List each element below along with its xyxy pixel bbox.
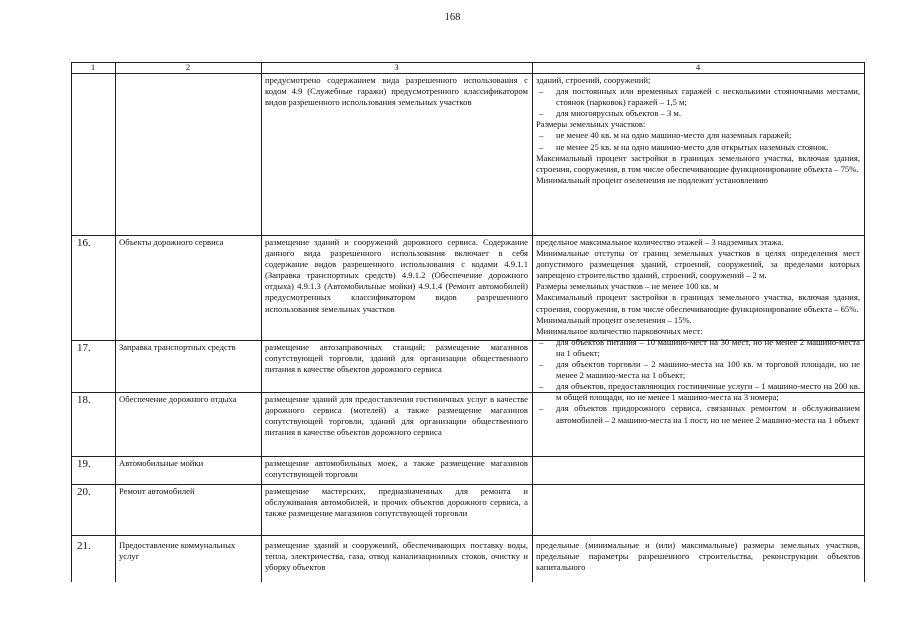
- row-name: Ремонт автомобилей: [119, 486, 195, 496]
- row-desc: размещение мастерских, предназначенных для ремонта и обслуживания автомобилей, и прочих объектов дорожного сервиса, а также размещение магазинов сопутствующей торговли: [265, 486, 528, 519]
- row-number: 20.: [77, 486, 91, 498]
- row-name: Предоставление коммунальных услуг: [119, 540, 236, 562]
- list-item: – для объектов торговли – 2 машино-места на 100 кв. м торговой площади, но не менее 2 машино-места на 1 объект;: [536, 359, 860, 381]
- row-number: 19.: [77, 458, 91, 470]
- list-item: – для постоянных или временных гаражей с несколькими стояночными местами, стоянок (парковок) гаражей – 1,5 м;: [536, 86, 860, 108]
- parking-title: Минимальное количество парковочных мест:: [536, 325, 703, 336]
- regulation-table: [71, 62, 865, 582]
- floors-limit: предельное максимальное количество этажей – 3 надземных этажа.: [536, 237, 784, 247]
- header-col-1: 1: [90, 62, 96, 72]
- row-number: 17.: [77, 342, 91, 354]
- row-desc: размещение автозаправочных станций; размещение магазинов сопутствующей торговли, зданий для организации общественного питания в качестве объектов дорожного сервиса: [265, 342, 528, 375]
- plot-size: Размеры земельных участков – не менее 100 кв. м: [536, 281, 719, 292]
- list-item: – для объектов придорожного сервиса, связанных ремонтом и обслуживанием автомобилей – 2 машино-места на 1 пост, но не менее 2 машино-места на 1 объект: [536, 403, 860, 425]
- list-item: – для многоярусных объектов – 3 м.: [536, 108, 860, 119]
- cont-desc: предусмотрено содержанием вида разрешенного использования с кодом 4.9 (Служебные гаражи) предусмотренного классификатором видов разрешенного использования земельных участков: [265, 75, 528, 108]
- row-name: Заправка транспортных средств: [119, 342, 236, 352]
- cont-green: Минимальный процент озеленения не подлежит установлению: [536, 174, 768, 185]
- row-number: 21.: [77, 540, 91, 552]
- green-share: Минимальный процент озеленения – 15%.: [536, 314, 692, 325]
- cont-sizes-title: Размеры земельных участков:: [536, 119, 646, 130]
- row-desc: размещение зданий и сооружений дорожного сервиса. Содержание данного вида разрешенного использования включает в себя содержание видов разрешенного использования с кодами 4.9.1.1 (Заправка транспортных средств) 4.9.1.2 (Обеспечение дорожного отдыха) 4.9.1.3 (Автомобильные мойки) 4.9.1.4 (Ремонт автомобилей) предусмотренных классификатором видов разрешенного использования земельных участков: [265, 237, 528, 314]
- list-item: – не менее 40 кв. м на одно машино-место для наземных гаражей;: [536, 130, 860, 141]
- cont-params: [536, 75, 860, 186]
- page-number: 168: [444, 12, 461, 23]
- list-item: – не менее 25 кв. м на одно машино-место для открытых наземных стоянок.: [536, 142, 860, 153]
- coverage: Максимальный процент застройки в границах земельного участка, включая здания, строения, сооружения, в том числе обеспечивающие функционирование объекта – 65%.: [536, 292, 860, 314]
- row-name: Обеспечение дорожного отдыха: [119, 394, 237, 404]
- group-params: [536, 237, 860, 426]
- header-col-2: 2: [185, 62, 191, 72]
- row-name: Автомобильные мойки: [119, 458, 204, 468]
- row-desc: размещение автомобильных моек, а также размещение магазинов сопутствующей торговли: [265, 458, 528, 480]
- cont-intro: зданий, строений, сооружений;: [536, 75, 651, 85]
- list-item: – для объектов питания – 10 машино-мест на 30 мест, но не менее 2 машино-места на 1 объект;: [536, 337, 860, 359]
- row-number: 16.: [77, 237, 91, 249]
- row-name: Объекты дорожного сервиса: [119, 237, 224, 247]
- setbacks: Минимальные отступы от границ земельных участков в целях определения мест допустимого размещения зданий, строений, сооружений, за пределами которых запрещено строительство зданий, строений, сооружений – 2 м.: [536, 248, 860, 281]
- header-col-4: 4: [695, 62, 701, 72]
- cont-coverage: Максимальный процент застройки в границах земельного участка, включая здания, строения, сооружения, в том числе обеспечивающие функционирование объекта – 75%.: [536, 152, 860, 174]
- row-desc: размещение зданий для предоставления гостиничных услуг в качестве дорожного сервиса (мотелей) а также размещение магазинов сопутствующей торговли, зданий для организации общественного питания в качестве объектов дорожного сервиса: [265, 394, 528, 438]
- row-number: 18.: [77, 394, 91, 406]
- row-desc: размещение зданий и сооружений, обеспечивающих поставку воды, тепла, электричества, газа, отвод канализационных стоков, очистку и уборку объектов: [265, 540, 528, 573]
- list-item: – для объектов, предоставляющих гостиничные услуги – 1 машино-место на 200 кв. м общей площади, но не менее 1 машино-места на 3 номера;: [536, 381, 860, 403]
- row-params: предельные (минимальные и (или) максимальные) размеры земельных участков, предельные параметры разрешенного строительства, реконструкции объектов капитального: [536, 540, 860, 573]
- header-col-3: 3: [394, 62, 399, 72]
